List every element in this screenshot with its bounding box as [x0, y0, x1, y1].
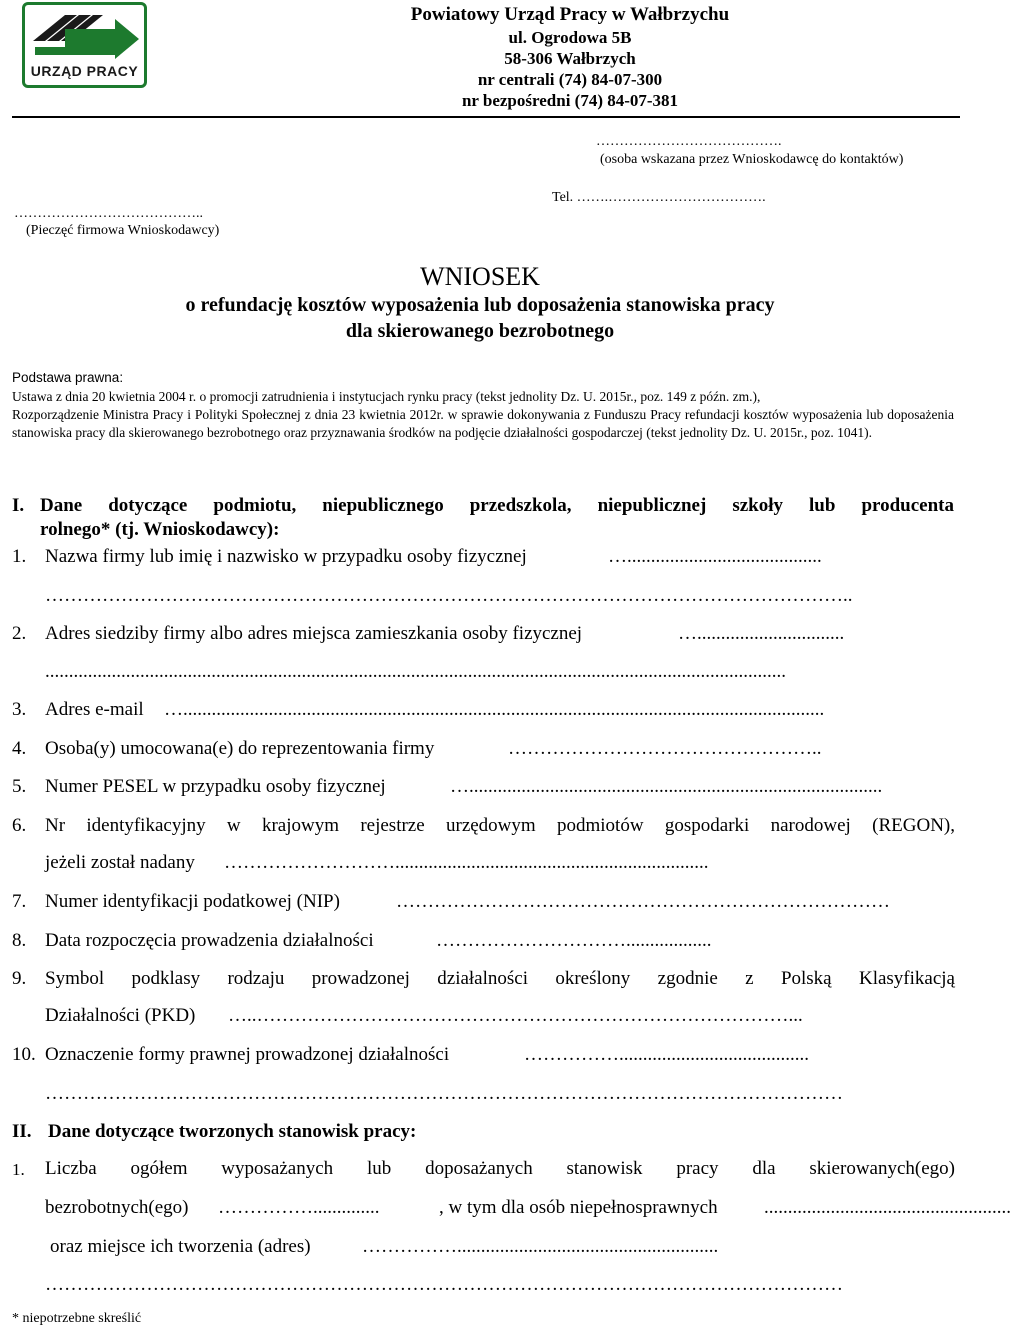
section-1-title: Dane dotyczące podmiotu, niepublicznego przedszkola, niepublicznej szkoły lub producenta	[40, 495, 954, 516]
item-4-number: 4.	[12, 738, 27, 759]
form-title: WNIOSEK	[420, 262, 540, 291]
contact-caption: (osoba wskazana przez Wnioskodawcę do kontaktów)	[600, 152, 904, 167]
contact-dots: ………………………………….	[596, 134, 782, 149]
item-1-number: 1.	[12, 546, 27, 567]
item-10-fill-line-2[interactable]: ………………………………………………………………………………………………………………	[45, 1083, 843, 1104]
section-1-number: I.	[12, 495, 25, 516]
logo-arrow-icon	[25, 7, 144, 63]
stamp-dots: …………………………………..	[14, 206, 203, 221]
section-2-title: Dane dotyczące tworzonych stanowisk pracy:	[48, 1121, 417, 1142]
header-divider	[12, 116, 960, 118]
contact-tel: Tel. …….…………………………….	[552, 190, 766, 205]
section-1-title-cont: rolnego* (tj. Wnioskodawcy):	[40, 519, 280, 540]
item-4-label: Osoba(y) umocowana(e) do reprezentowania firmy	[45, 738, 435, 759]
stamp-caption: (Pieczęć firmowa Wnioskodawcy)	[26, 223, 220, 238]
form-subtitle-1: o refundację kosztów wyposażenia lub doposażenia stanowiska pracy	[185, 294, 775, 316]
item-2-fill-line-2[interactable]: ............................................................................................................................................................	[45, 661, 786, 682]
item-3-number: 3.	[12, 699, 27, 720]
item-6-label-cont: jeżeli został nadany	[45, 852, 195, 873]
item-6-fill[interactable]: ………………………..................................................................	[224, 852, 709, 873]
item-3-label: Adres e-mail	[45, 699, 144, 720]
s2-item-1-disabled-fill[interactable]: ....................................................	[764, 1197, 1011, 1218]
item-8-fill[interactable]: …………………………..................	[436, 930, 712, 951]
logo-frame	[22, 2, 147, 88]
office-city: 58-306 Wałbrzych	[504, 49, 636, 68]
legal-act: Ustawa z dnia 20 kwietnia 2004 r. o promocji zatrudnienia i instytucjach rynku pracy (tekst jednolity Dz. U. 2015r., poz. 149 z późn. zm.),	[12, 389, 761, 404]
s2-item-1-unemployed-label: bezrobotnych(ego)	[45, 1197, 189, 1218]
item-9-label-cont: Działalności (PKD)	[45, 1005, 196, 1026]
item-2-number: 2.	[12, 623, 27, 644]
item-7-number: 7.	[12, 891, 27, 912]
s2-item-1-number: 1.	[12, 1160, 25, 1179]
item-9-number: 9.	[12, 968, 27, 989]
item-2-label: Adres siedziby firmy albo adres miejsca zamieszkania osoby fizycznej	[45, 623, 583, 644]
s2-item-1-address-fill[interactable]: …………….......................................................	[362, 1236, 719, 1257]
legal-heading: Podstawa prawna:	[12, 370, 124, 385]
section-2-number: II.	[12, 1121, 32, 1142]
item-3-fill[interactable]: ….......................................................................................................................................	[164, 699, 825, 720]
logo-text: URZĄD PRACY	[30, 63, 139, 79]
office-phone-direct: nr bezpośredni (74) 84-07-381	[461, 91, 679, 110]
s2-item-1-address-label: oraz miejsce ich tworzenia (adres)	[50, 1236, 311, 1257]
item-5-fill[interactable]: ….......................................................................................	[450, 776, 883, 797]
item-5-number: 5.	[12, 776, 27, 797]
item-5-label: Numer PESEL w przypadku osoby fizycznej	[45, 776, 386, 797]
form-subtitle-2: dla skierowanego bezrobotnego	[345, 320, 615, 342]
item-8-label: Data rozpoczęcia prowadzenia działalności	[45, 930, 374, 951]
item-10-number: 10.	[12, 1044, 36, 1065]
item-6-number: 6.	[12, 815, 27, 836]
item-10-label: Oznaczenie formy prawnej prowadzonej działalności	[45, 1044, 450, 1065]
item-1-fill[interactable]: ….........................................	[608, 546, 822, 567]
s2-item-1-address-fill-line-2[interactable]: ………………………………………………………………………………………………………………	[45, 1274, 843, 1295]
footnote: * niepotrzebne skreślić	[12, 1311, 142, 1326]
item-2-fill[interactable]: …...............................	[678, 623, 845, 644]
legal-regulation: Rozporządzenie Ministra Pracy i Polityki Społecznej z dnia 23 kwietnia 2012r. w sprawie dokonywania z Funduszu Pracy refundacji kosztów wyposażenia lub doposażenia stanowiska pracy dla skierowanego bezrobotnego oraz przyznawania środków na podjęcie działalności gospodarczej (tekst jednolity Dz. U. 2015r., poz. 1041).	[12, 407, 954, 440]
item-10-fill[interactable]: ……………........................................	[524, 1044, 809, 1065]
item-7-fill[interactable]: ……………………………………………………………………	[396, 891, 890, 912]
item-7-label: Numer identyfikacji podatkowej (NIP)	[45, 891, 340, 912]
item-6-label: Nr identyfikacyjny w krajowym rejestrze urzędowym podmiotów gospodarki narodowej (REGON),	[45, 815, 955, 836]
office-street: ul. Ogrodowa 5B	[508, 28, 632, 47]
s2-item-1-disabled-label: , w tym dla osób niepełnosprawnych	[439, 1197, 718, 1218]
item-9-fill[interactable]: …..…………………………………………………………………………...	[228, 1005, 803, 1026]
office-phone-central: nr centrali (74) 84-07-300	[477, 70, 663, 89]
item-1-label: Nazwa firmy lub imię i nazwisko w przypadku osoby fizycznej	[45, 546, 527, 567]
s2-item-1-unemployed-fill[interactable]: ……………..............	[218, 1197, 380, 1218]
item-8-number: 8.	[12, 930, 27, 951]
item-9-label: Symbol podklasy rodzaju prowadzonej działalności określony zgodnie z Polską Klasyfikacją	[45, 968, 955, 989]
item-1-fill-line-2[interactable]: ………………………………………………………………………………………………………………..	[45, 585, 853, 606]
item-4-fill[interactable]: …………………………………………..	[508, 738, 822, 759]
office-logo	[12, 2, 152, 98]
s2-item-1-label: Liczba ogółem wyposażanych lub doposażanych stanowisk pracy dla skierowanych(ego)	[45, 1158, 955, 1179]
office-name: Powiatowy Urząd Pracy w Wałbrzychu	[410, 4, 730, 25]
